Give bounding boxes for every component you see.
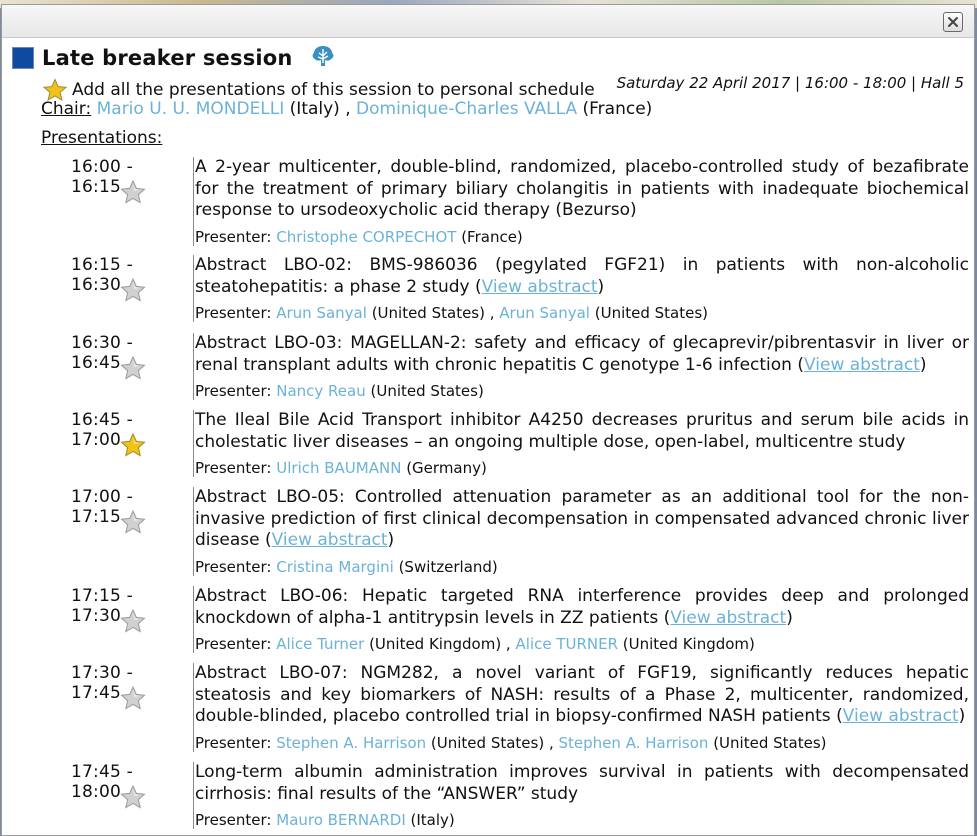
presentation-time: 16:15 - 16:30 <box>71 255 133 295</box>
presentation-content <box>193 410 969 477</box>
presenter-country: (Italy) <box>405 811 455 829</box>
presenter-link[interactable]: Ulrich BAUMANN <box>276 459 402 477</box>
chair-line <box>41 99 652 119</box>
presenter-label: Presenter: <box>195 635 272 653</box>
chair-label: Chair: <box>41 99 92 119</box>
presenter-line <box>195 382 969 400</box>
add-to-schedule-button[interactable] <box>119 509 147 539</box>
presenter-line <box>195 558 969 576</box>
view-abstract-link[interactable]: View abstract <box>481 276 598 297</box>
presenter-label: Presenter: <box>195 227 272 246</box>
tree-icon <box>309 43 337 73</box>
close-icon <box>947 16 959 28</box>
presenter-line <box>195 734 969 752</box>
chair-link[interactable]: Dominique-Charles VALLA <box>356 99 578 119</box>
session-datetime: Saturday 22 April 2017 | 16:00 - 18:00 | Hall 5 <box>616 74 964 92</box>
star-icon <box>119 784 147 810</box>
presentation-title-text: Abstract LBO-05: Controlled attenuation parameter as an additional tool for the non-invasive prediction of first clinical decompensation in compensated advanced chronic liver disease <box>195 487 969 550</box>
presentation-content <box>193 255 969 322</box>
presenter-country: (United States) <box>589 304 709 322</box>
presentation-title: Abstract LBO-02: BMS-986036 (pegylated FGF21) in patients with non-alcoholic steatohepatitis: a phase 2 study (View abstract) <box>195 255 969 297</box>
presenter-link[interactable]: Nancy Reau <box>276 382 366 400</box>
presentation-time: 17:45 - 18:00 <box>71 762 133 802</box>
presentation-content <box>193 586 969 653</box>
presenter-country: (United States) , <box>426 733 554 752</box>
add-all-label: Add all the presentations of this session to personal schedule <box>72 80 595 100</box>
presenter-link[interactable]: Alice Turner <box>276 635 365 653</box>
dialog-titlebar <box>2 5 974 38</box>
presentation-time: 16:30 - 16:45 <box>71 333 133 373</box>
chair-link[interactable]: Mario U. U. MONDELLI <box>96 99 285 119</box>
presenter-link[interactable]: Cristina Margini <box>276 557 394 576</box>
presentation-title-text: Abstract LBO-07: NGM282, a novel variant of FGF19, significantly reduces hepatic steatosis and key biomarkers of NASH: results of a Phase 2, multicenter, randomized, double-blinded, placebo controlled trial in biopsy-confirmed NASH patients <box>195 663 969 726</box>
presenter-line <box>195 228 969 246</box>
presenter-link[interactable]: Mauro BERNARDI <box>276 811 406 829</box>
presenter-link[interactable]: Stephen A. Harrison <box>558 733 709 752</box>
star-icon <box>119 355 147 381</box>
presenter-line <box>195 459 969 477</box>
star-icon <box>119 179 147 205</box>
presenter-country: (United Kingdom) <box>618 635 755 653</box>
add-to-schedule-button[interactable] <box>119 179 147 209</box>
presentation-title <box>195 157 969 222</box>
session-title: Late breaker session <box>42 46 293 70</box>
presenter-line <box>195 635 969 653</box>
presenter-country: (Germany) <box>401 459 487 477</box>
presenter-link[interactable]: Christophe CORPECHOT <box>276 227 457 246</box>
presentation-title-text: Abstract LBO-06: Hepatic targeted RNA interference provides deep and prolonged knockdown of alpha-1 antitrypsin levels in ZZ patients <box>195 586 969 628</box>
presenter-label: Presenter: <box>195 733 272 752</box>
presentation-title-text: A 2-year multicenter, double-blind, randomized, placebo-controlled study of bezafibrate for the treatment of primary biliary cholangitis in patients with inadequate biochemical response to ursodeoxycholic acid therapy (Bezurso) <box>195 157 969 220</box>
star-icon <box>119 608 147 634</box>
presentation-title-text: Abstract LBO-03: MAGELLAN-2: safety and efficacy of glecaprevir/pibrentasvir in liver or renal transplant adults with chronic hepatitis C genotype 1-6 infection <box>195 333 969 375</box>
presenter-country: (United States) <box>365 382 484 400</box>
presenter-label: Presenter: <box>195 811 272 829</box>
star-icon <box>119 277 147 303</box>
view-abstract-link[interactable]: View abstract <box>271 530 388 550</box>
presentation-time: 16:45 - 17:00 <box>71 410 133 450</box>
presentation-title: Abstract LBO-07: NGM282, a novel variant of FGF19, significantly reduces hepatic steatosis and key biomarkers of NASH: results of a Phase 2, multicenter, randomized, double-blinded, placebo controlled trial in biopsy-confirmed NASH patients (View abstract) <box>195 663 969 726</box>
add-to-schedule-button[interactable] <box>119 685 147 715</box>
presentation-content <box>193 762 969 829</box>
presentation-content <box>193 487 969 576</box>
add-to-schedule-button[interactable] <box>119 355 147 385</box>
presenter-line <box>195 304 969 322</box>
presentation-time: 17:00 - 17:15 <box>71 487 133 527</box>
presenter-label: Presenter: <box>195 382 272 400</box>
chair-country: (France) <box>577 99 653 119</box>
chair-country: (Italy) , <box>284 99 351 119</box>
presentation-title <box>195 762 969 805</box>
presentation-time: 17:15 - 17:30 <box>71 586 133 626</box>
presenter-link[interactable]: Arun Sanyal <box>499 304 590 322</box>
presenter-link[interactable]: Stephen A. Harrison <box>276 733 427 752</box>
presentation-time: 16:00 - 16:15 <box>71 157 133 197</box>
session-square-icon <box>12 47 34 69</box>
presentation-title-text: Abstract LBO-02: BMS-986036 (pegylated FGF21) in patients with non-alcoholic steatohepatitis: a phase 2 study <box>195 255 969 297</box>
presenter-country: (United Kingdom) , <box>364 635 511 653</box>
presenter-country: (Switzerland) <box>393 557 498 576</box>
star-icon <box>119 432 147 458</box>
view-abstract-link[interactable]: View abstract <box>804 354 920 375</box>
presentation-title <box>195 410 969 453</box>
presentation-content <box>193 663 969 752</box>
add-to-schedule-button[interactable] <box>119 432 147 462</box>
presentation-title: Abstract LBO-03: MAGELLAN-2: safety and efficacy of glecaprevir/pibrentasvir in liver or renal transplant adults with chronic hepatitis C genotype 1-6 infection (View abstract) <box>195 333 969 375</box>
presentations-label: Presentations: <box>41 128 163 148</box>
presentation-title: Abstract LBO-06: Hepatic targeted RNA interference provides deep and prolonged knockdown of alpha-1 antitrypsin levels in ZZ patients (View abstract) <box>195 586 969 628</box>
star-icon <box>119 685 147 711</box>
presentation-title: Abstract LBO-05: Controlled attenuation parameter as an additional tool for the non-invasive prediction of first clinical decompensation in compensated advanced chronic liver disease (View abstract) <box>195 487 969 550</box>
presentation-content <box>193 333 969 400</box>
presenter-link[interactable]: Arun Sanyal <box>276 304 367 322</box>
star-icon <box>119 509 147 535</box>
add-to-schedule-button[interactable] <box>119 277 147 307</box>
presenter-country: (United States) , <box>366 304 495 322</box>
presentation-title-text: Long-term albumin administration improves survival in patients with decompensated cirrhosis: final results of the “ANSWER” study <box>195 762 969 804</box>
presentation-title-text: The Ileal Bile Acid Transport inhibitor A4250 decreases pruritus and serum bile acids in cholestatic liver diseases – an ongoing multiple dose, open-label, multicentre study <box>195 410 969 452</box>
presentation-content <box>193 157 969 246</box>
presentation-time: 17:30 - 17:45 <box>71 663 133 703</box>
session-dialog <box>1 4 975 836</box>
presenter-country: (France) <box>456 227 523 246</box>
view-abstract-link[interactable]: View abstract <box>842 706 959 726</box>
add-to-schedule-button[interactable] <box>119 608 147 638</box>
presenter-label: Presenter: <box>195 304 272 322</box>
view-abstract-link[interactable]: View abstract <box>670 607 787 628</box>
session-header <box>12 45 337 71</box>
add-to-schedule-button[interactable] <box>119 784 147 814</box>
presenter-country: (United States) <box>708 733 827 752</box>
presenter-link[interactable]: Alice TURNER <box>515 635 619 653</box>
close-button[interactable] <box>943 12 963 32</box>
presenter-line <box>195 811 969 829</box>
presenter-label: Presenter: <box>195 459 272 477</box>
presenter-label: Presenter: <box>195 557 272 576</box>
